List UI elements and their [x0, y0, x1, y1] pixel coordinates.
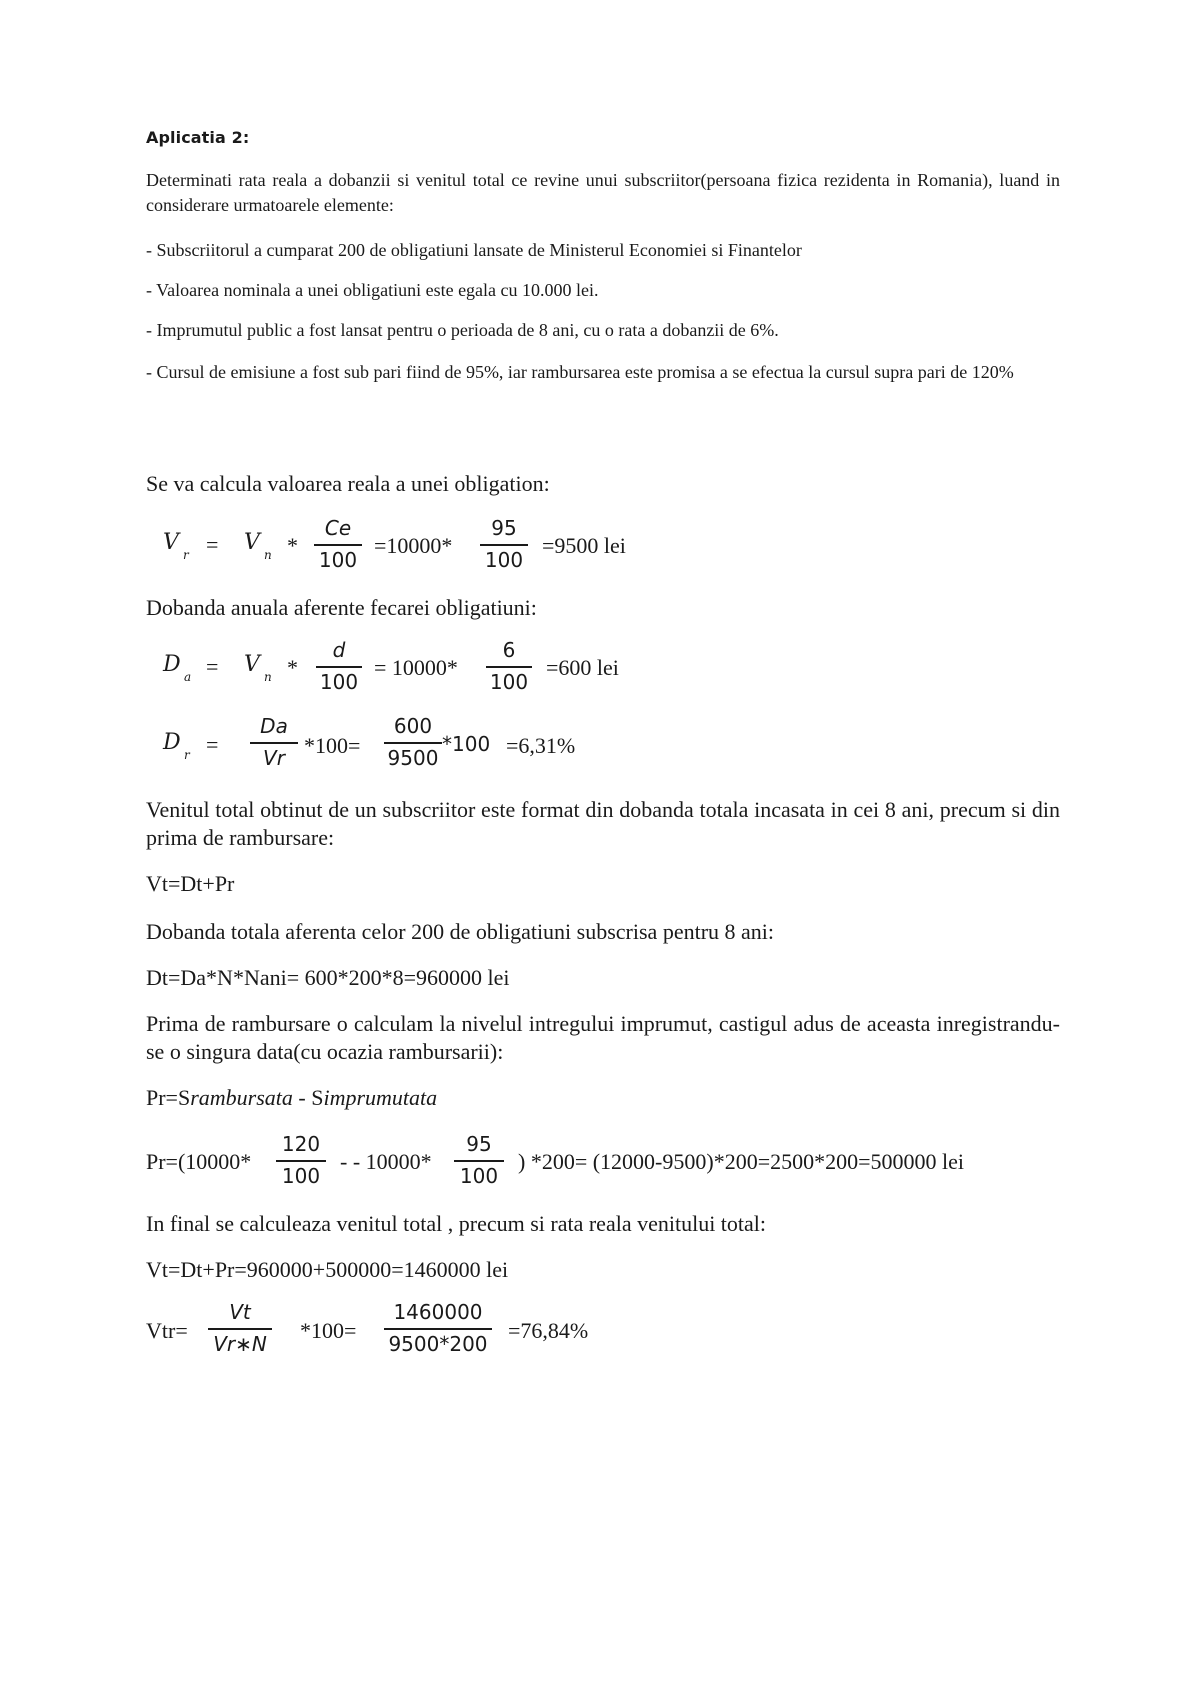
fraction-denominator: 100 [489, 670, 529, 694]
list-item: - Valoarea nominala a unei obligatiuni este egala cu 10.000 lei. [146, 280, 599, 300]
fraction-denominator: 100 [319, 670, 359, 694]
heading: Aplicatia 2: [146, 128, 250, 147]
fraction-denominator: 9500 [387, 746, 439, 770]
formula-subscript-text: imprumutata [323, 1085, 438, 1110]
formula-text: - - 10000* [340, 1149, 432, 1174]
formula-subscript: a [184, 670, 192, 684]
formula-line: Vt=Dt+Pr=960000+500000=1460000 lei [146, 1257, 509, 1282]
section-text: In final se calculeaza venitul total , precum si rata reala venitului total: [146, 1211, 767, 1236]
fraction-numerator: d [332, 638, 346, 662]
formula-symbol: V [244, 652, 260, 677]
fraction-denominator: Vr∗N [213, 1332, 267, 1356]
formula-result: =6,31% [506, 733, 576, 758]
fraction-numerator: Vt [229, 1300, 251, 1324]
fraction-numerator: Ce [324, 516, 352, 540]
formula-result: ) *200= (12000-9500)*200=2500*200=500000 lei [518, 1149, 965, 1174]
formula-symbol: D [163, 652, 181, 677]
formula-text: =10000* [374, 533, 453, 558]
fraction-denominator: 100 [484, 548, 524, 572]
formula-text: *100 [442, 732, 491, 756]
formula-result: =76,84% [508, 1318, 589, 1343]
list-item: - Imprumutul public a fost lansat pentru o perioada de 8 ani, cu o rata a dobanzii de 6%. [146, 320, 779, 340]
list-item: - Cursul de emisiune a fost sub pari fiind de 95%, iar rambursarea este promisa a se efectua la cursul supra pari de 120% [146, 362, 1014, 382]
formula-subscript: n [264, 670, 272, 684]
formula-equals: = [206, 654, 219, 679]
section-text: Dobanda totala aferenta celor 200 de obligatiuni subscrisa pentru 8 ani: [146, 919, 775, 944]
formula-symbol: V [244, 530, 260, 555]
formula-result: =9500 lei [542, 533, 626, 558]
formula-line [146, 1084, 437, 1112]
intro-paragraph: Determinati rata reala a dobanzii si venitul total ce revine unui subscriitor(persoana fizica rezidenta in Romania), luand in considerare urmatoarele elemente: [146, 170, 1060, 215]
formula-text: *100= [300, 1318, 357, 1343]
formula-operator: * [287, 533, 298, 558]
formula-subscript: n [264, 548, 272, 562]
formula-symbol: V [163, 530, 179, 555]
formula-subscript: r [184, 748, 190, 762]
formula-equals: = [206, 532, 219, 557]
list-item: - Subscriitorul a cumparat 200 de obligatiuni lansate de Ministerul Economiei si Finantelor [146, 240, 802, 260]
fraction-numerator: 1460000 [393, 1300, 483, 1324]
section-text: Se va calcula valoarea reala a unei obligation: [146, 471, 550, 496]
formula-subscript: r [183, 548, 189, 562]
fraction-denominator: 9500*200 [388, 1332, 488, 1356]
section-paragraph: Prima de rambursare o calculam la nivelul intregului imprumut, castigul adus de aceasta inregistrandu-se o singura data(cu ocazia rambursarii): [146, 1011, 1060, 1064]
formula-text: Vtr= [146, 1318, 188, 1343]
fraction-numerator: Da [260, 714, 288, 738]
formula-text: - S [292, 1085, 324, 1110]
formula-subscript-text: rambursata [190, 1085, 293, 1110]
section-paragraph: Venitul total obtinut de un subscriitor este format din dobanda totala incasata in cei 8 ani, precum si din prima de rambursare: [146, 797, 1060, 850]
fraction-numerator: 95 [466, 1132, 492, 1156]
formula-text: = 10000* [374, 655, 458, 680]
formula-result: =600 lei [546, 655, 619, 680]
formula-line: Vt=Dt+Pr [146, 871, 235, 896]
formula-text: Pr=(10000* [146, 1149, 252, 1174]
formula-text: *100= [304, 733, 361, 758]
fraction-numerator: 600 [393, 714, 433, 738]
formula-line: Dt=Da*N*Nani= 600*200*8=960000 lei [146, 965, 510, 990]
fraction-denominator: 100 [281, 1164, 321, 1188]
formula-symbol: D [163, 730, 181, 755]
fraction-denominator: 100 [318, 548, 358, 572]
fraction-denominator: 100 [459, 1164, 499, 1188]
fraction-numerator: 120 [281, 1132, 321, 1156]
formula-operator: * [287, 655, 298, 680]
fraction-numerator: 6 [502, 638, 516, 662]
section-text: Dobanda anuala aferente fecarei obligatiuni: [146, 595, 537, 620]
fraction-denominator: Vr [263, 746, 285, 770]
formula-equals: = [206, 732, 219, 757]
fraction-numerator: 95 [491, 516, 517, 540]
formula-text: Pr=S [146, 1085, 191, 1110]
